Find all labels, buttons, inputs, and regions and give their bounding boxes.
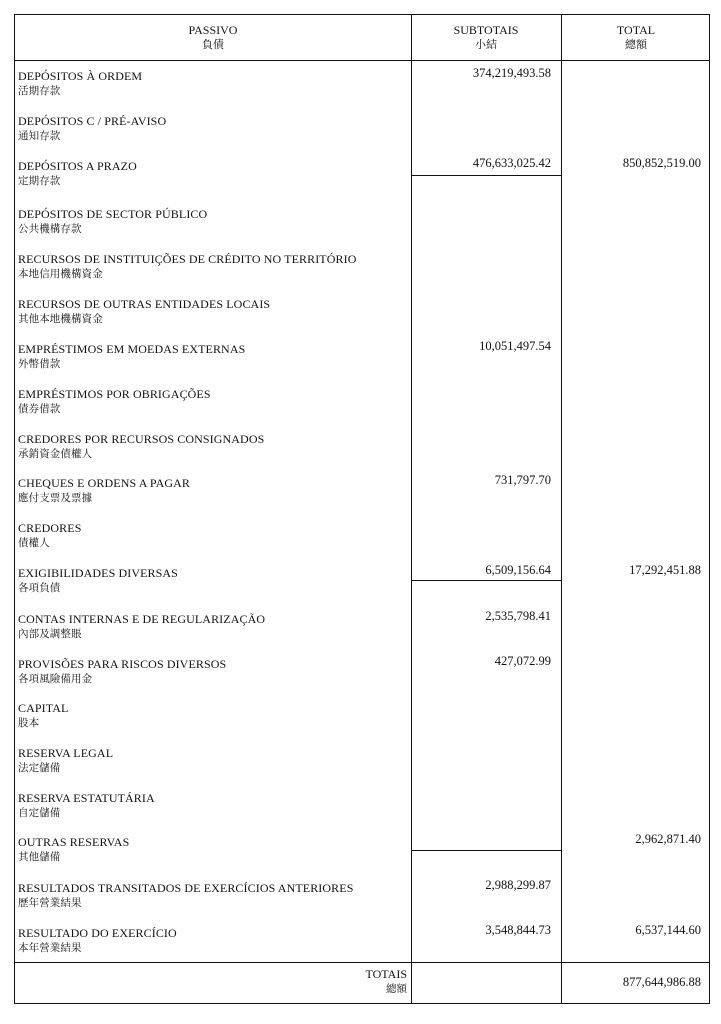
header-passivo [15,23,411,53]
header-total-label: TOTAL [616,23,656,37]
row-label-zh: 其他儲備 [18,852,61,863]
header-rule [15,60,709,61]
row-label-pt: EMPRÉSTIMOS EM MOEDAS EXTERNAS [18,342,246,356]
row-label [18,158,137,189]
row-label [18,68,142,99]
row-label [18,206,207,237]
header-total [561,23,711,53]
row-label-pt: RESULTADOS TRANSITADOS DE EXERCÍCIOS ANTERIORES [18,881,354,895]
row-label [18,656,226,687]
row-subtotal: 374,219,493.58 [472,66,551,80]
row-label [18,745,113,776]
row-label [18,251,356,282]
row-subtotal: 6,509,156.64 [485,563,551,577]
row-label-pt: CAPITAL [18,701,69,715]
row-label-pt: RESERVA LEGAL [18,746,114,760]
header-subtotais-label-zh: 小結 [475,39,497,51]
row-total: 2,962,871.40 [635,832,701,846]
row-total: 17,292,451.88 [629,563,701,577]
row-subtotal: 476,633,025.42 [472,156,551,170]
totals-label-pt: TOTAIS [365,967,407,981]
row-label [18,925,177,956]
row-label-zh: 公共機構存款 [18,224,82,235]
header-subtotais-label: SUBTOTAIS [453,23,519,37]
row-label-zh: 內部及調整賬 [18,629,82,640]
row-label-zh: 本地信用機構資金 [18,269,103,280]
row-label-pt: PROVISÕES PARA RISCOS DIVERSOS [18,657,227,671]
row-label-zh: 股本 [18,718,40,729]
header-passivo-label-zh: 負債 [202,39,224,51]
row-label [18,341,245,372]
row-label-pt: EXIGIBILIDADES DIVERSAS [18,566,178,580]
row-label-pt: CREDORES [18,521,82,535]
row-label-pt: DEPÓSITOS DE SECTOR PÚBLICO [18,207,208,221]
row-label-zh: 應付支票及票據 [18,493,93,504]
row-label-pt: CONTAS INTERNAS E DE REGULARIZAÇÃO [18,612,266,626]
row-label [18,700,68,731]
row-label-zh: 債券借款 [18,404,61,415]
row-label [18,611,265,642]
header-subtotais [411,23,561,53]
row-subtotal: 3,548,844.73 [485,923,551,937]
group-rule-1 [411,175,561,176]
group-rule-2 [411,580,561,581]
row-subtotal: 2,988,299.87 [485,878,551,892]
row-subtotal: 10,051,497.54 [479,339,551,353]
row-label-pt: RESULTADO DO EXERCÍCIO [18,926,177,940]
row-total: 6,537,144.60 [635,923,701,937]
totals-label-zh: 總額 [386,984,407,995]
row-label-pt: RECURSOS DE INSTITUIÇÕES DE CRÉDITO NO TERRITÓRIO [18,252,357,266]
row-label-pt: EMPRÉSTIMOS POR OBRIGAÇÕES [18,387,211,401]
row-label-zh: 通知存款 [18,131,61,142]
row-label-zh: 定期存款 [18,176,61,187]
row-label [18,475,190,506]
row-label [18,880,353,911]
row-label-zh: 自定儲備 [18,808,61,819]
row-label-zh: 歷年營業結果 [18,898,82,909]
row-subtotal: 2,535,798.41 [485,609,551,623]
row-label [18,790,155,821]
row-label-pt: RECURSOS DE OUTRAS ENTIDADES LOCAIS [18,297,271,311]
row-total: 850,852,519.00 [622,156,701,170]
row-label-zh: 其他本地機構資金 [18,314,103,325]
group-rule-3 [411,850,561,851]
totals-rule [15,962,709,963]
row-label-pt: RESERVA ESTATUTÁRIA [18,791,155,805]
row-label-zh: 本年營業結果 [18,943,82,954]
row-label-pt: CHEQUES E ORDENS A PAGAR [18,476,190,490]
totals-label [215,967,407,997]
row-subtotal: 731,797.70 [494,473,551,487]
row-label-zh: 各項負債 [18,583,61,594]
row-label-zh: 活期存款 [18,86,61,97]
balance-sheet-liabilities-table [14,14,710,1004]
header-passivo-label: PASSIVO [188,23,238,37]
row-label-zh: 各項風險備用金 [18,674,93,685]
row-label [18,431,264,462]
row-label-zh: 債權人 [18,538,50,549]
row-label [18,834,129,865]
row-label-zh: 法定儲備 [18,763,61,774]
row-label [18,520,81,551]
header-total-label-zh: 總額 [625,39,647,51]
row-subtotal: 427,072.99 [494,654,551,668]
row-label-pt: DEPÓSITOS À ORDEM [18,69,143,83]
row-label-pt: CREDORES POR RECURSOS CONSIGNADOS [18,432,265,446]
row-label-pt: DEPÓSITOS C / PRÉ-AVISO [18,114,167,128]
row-label [18,296,270,327]
totals-value: 877,644,986.88 [622,975,701,989]
row-label-pt: DEPÓSITOS A PRAZO [18,159,137,173]
row-label [18,565,178,596]
row-label [18,386,211,417]
row-label-zh: 承銷資金債權人 [18,449,93,460]
row-label-zh: 外幣借款 [18,359,61,370]
row-label [18,113,166,144]
row-label-pt: OUTRAS RESERVAS [18,835,130,849]
